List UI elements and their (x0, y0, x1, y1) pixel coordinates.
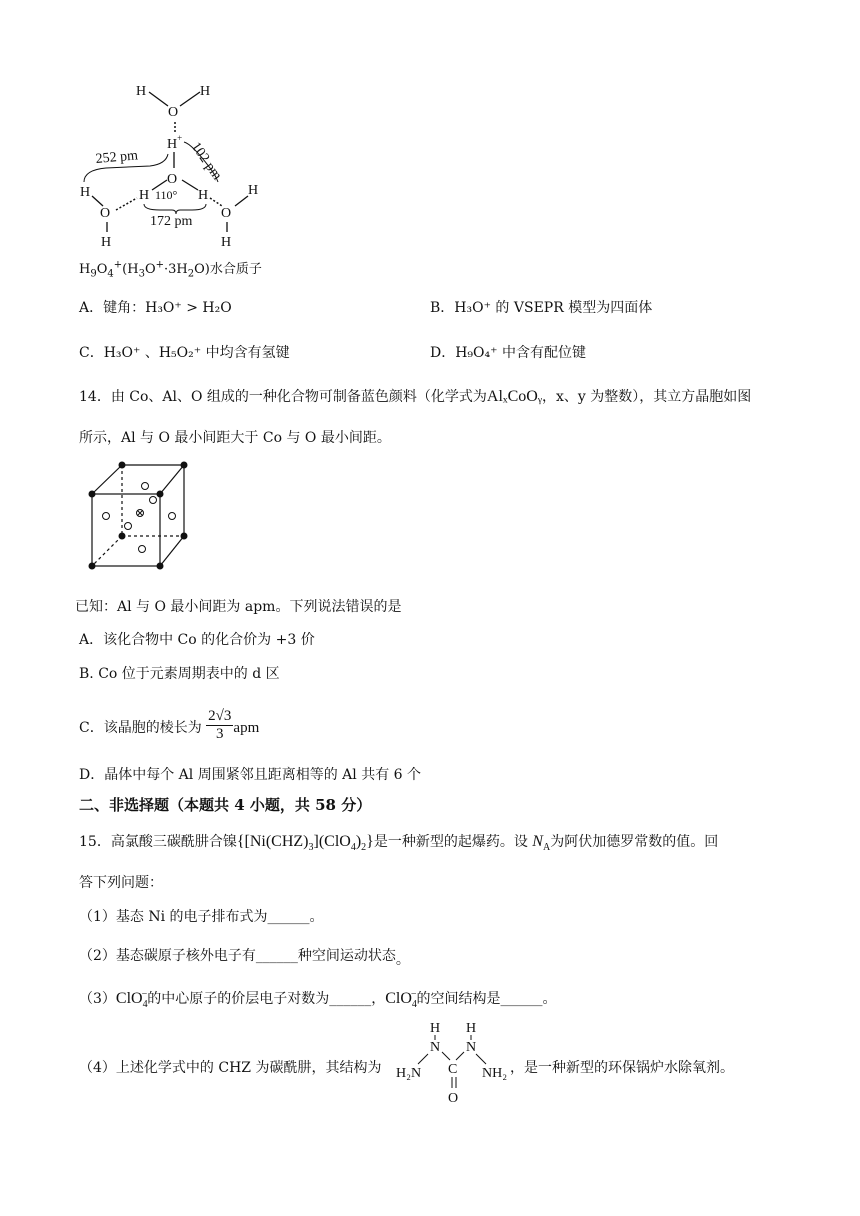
q13-option-a[interactable]: A．键角：H₃O⁺ > H₂O (79, 300, 232, 316)
q13-option-b[interactable]: B．H₃O⁺ 的 VSEPR 模型为四面体 (430, 300, 653, 316)
q14-given: 已知：Al 与 O 最小间距为 apm。下列说法错误的是 (75, 599, 402, 615)
atom-h: H (248, 183, 259, 198)
figure1-caption: $H_9O_4^+(H_3O^+\cdot 3H_2O)$水合质子 (79, 259, 262, 280)
q14-stem-line2: 所示，Al 与 O 最小间距大于 Co 与 O 最小间距。 (79, 430, 391, 446)
dist-label-172: 172 pm (150, 214, 193, 229)
q14-option-b[interactable]: B. Co 位于元素周期表中的 d 区 (79, 666, 280, 682)
q15-line1: 15．高氯酸三碳酰肼合镍$\{[Ni(CHZ)_3](ClO_4)_2\}$是一种新型的起爆药。设 $N_A$为阿伏加德罗常数的值。回 (79, 833, 719, 854)
atom-h: H (101, 235, 112, 250)
svg-text:N: N (430, 1040, 441, 1055)
hydrated-proton-diagram (70, 72, 290, 254)
angle-label: 110° (155, 188, 178, 202)
dist-label-102: 102 pm (187, 139, 225, 184)
q14-option-d[interactable]: D．晶体中每个 Al 周围紧邻且距离相等的 Al 共有 6 个 (79, 767, 422, 783)
svg-text:H₂N: H₂N (396, 1066, 422, 1081)
q13-option-c[interactable]: C．H₃O⁺ 、H₅O₂⁺ 中均含有氢键 (79, 345, 290, 361)
atom-o: O (221, 206, 232, 221)
q15-formula: $\{[Ni(CHZ)_3](ClO_4)_2\}$ (236, 833, 374, 854)
q15-part1[interactable]: （1）基态 Ni 的电子排布式为______。 (79, 909, 324, 925)
q13-option-d[interactable]: D．H₉O₄⁺ 中含有配位键 (430, 345, 586, 361)
svg-text:H: H (430, 1021, 441, 1036)
svg-text:C: C (448, 1062, 458, 1077)
svg-text:H: H (466, 1021, 477, 1036)
q15-part4-a[interactable]: （4）上述化学式中的 CHZ 为碳酰肼，其结构为 (79, 1060, 382, 1076)
atom-o: O (167, 172, 178, 187)
fraction-denominator: 3 (216, 726, 224, 742)
section-title: 二、非选择题（本题共 4 小题，共 58 分） (79, 796, 372, 814)
svg-text:NH₂: NH₂ (482, 1066, 508, 1081)
atom-h: H (136, 84, 147, 99)
fraction-numerator: 2√3 (208, 708, 232, 724)
atom-h: H (80, 185, 91, 200)
atom-h: H (198, 188, 209, 203)
svg-text:O: O (448, 1091, 459, 1106)
q14-stem-line1: 14．由 Co、Al、O 组成的一种化合物可制备蓝色颜料（化学式为AlₓCoOᵧ，x、y 为整数），其立方晶胞如图 (79, 388, 752, 405)
q14-formula: AlₓCoOᵧ (486, 388, 543, 405)
atom-o: O (100, 206, 111, 221)
atom-h: H (139, 188, 150, 203)
atom-h-plus: H+ (167, 133, 183, 152)
crystal-cell-diagram (82, 460, 192, 572)
dist-label-252: 252 pm (95, 148, 139, 167)
q15-part3[interactable]: （3）ClO$_4$−的中心原子的价层电子对数为______，ClO$_4$−的空间结构是______。 (79, 988, 557, 1011)
q15-line2: 答下列问题： (79, 875, 163, 891)
atom-o: O (168, 105, 179, 120)
q14-option-a[interactable]: A．该化合物中 Co 的化合价为 +3 价 (79, 632, 315, 648)
q15-part2[interactable]: （2）基态碳原子核外电子有______种空间运动状态。 (79, 948, 410, 968)
atom-h: H (221, 235, 232, 250)
q14-option-c[interactable]: C．该晶胞的棱长为 $\frac{2√3}{3}$ apm (79, 708, 260, 742)
carbohydrazide-structure (394, 1018, 524, 1108)
svg-text:N: N (466, 1040, 477, 1055)
atom-h: H (200, 84, 211, 99)
q15-part4-b: ，是一种新型的环保锅炉水除氧剂。 (510, 1060, 734, 1076)
